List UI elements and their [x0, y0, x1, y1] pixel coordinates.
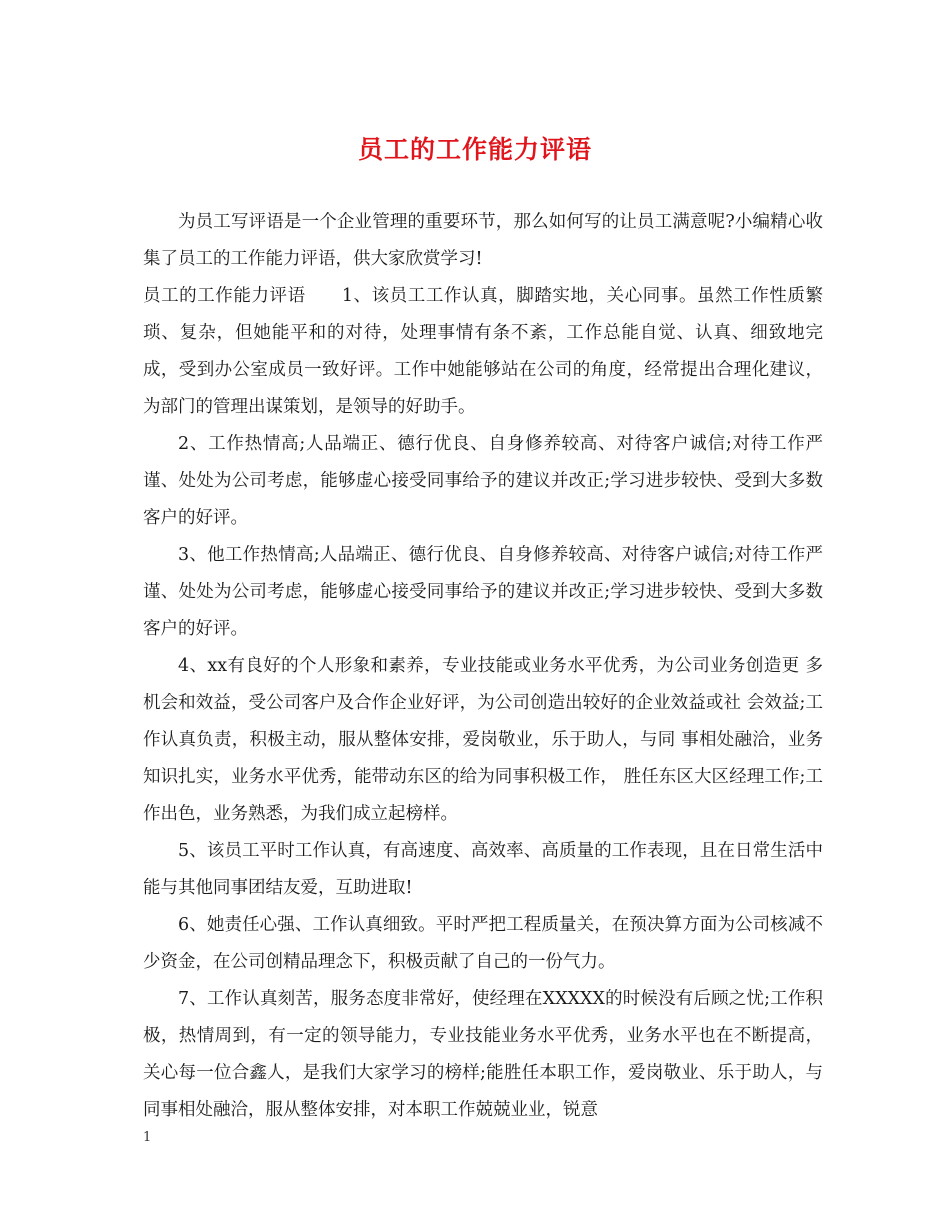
paragraph-5: 5、该员工平时工作认真，有高速度、高效率、高质量的工作表现，且在日常生活中能与其他同事团结友爱，互助进取! — [143, 841, 823, 898]
paragraph-1: 员工的工作能力评语 1、该员工工作认真，脚踏实地，关心同事。虽然工作性质繁琐、复杂，但她能平和的对待，处理事情有条不紊，工作总能自觉、认真、细致地完成，受到办公室成员一致好评。工作中她能够站在公司的角度，经常提出合理化建议，为部门的管理出谋策划，是领导的好助手。 — [143, 286, 823, 417]
paragraph-6: 6、她责任心强、工作认真细致。平时严把工程质量关，在预决算方面为公司核减不少资金，在公司创精品理念下，积极贡献了自己的一份气力。 — [143, 915, 823, 972]
paragraph-intro: 为员工写评语是一个企业管理的重要环节，那么如何写的让员工满意呢?小编精心收集了员工的工作能力评语，供大家欣赏学习! — [143, 212, 823, 269]
page-number: 1 — [143, 1130, 152, 1145]
paragraph-4: 4、xx有良好的个人形象和素养，专业技能或业务水平优秀，为公司业务创造更 多机会和效益，受公司客户及合作企业好评，为公司创造出较好的企业效益或社 会效益;工作认真负责，积极主动，服从整体安排，爱岗敬业，乐于助人，与同 事相处融洽，业务知识扎实，业务水平优秀，能带动东区的给为同事积极工作， 胜任东区大区经理工作;工作出色，业务熟悉，为我们成立起榜样。 — [143, 656, 823, 824]
paragraph-7: 7、工作认真刻苦，服务态度非常好，使经理在XXXXX的时候没有后顾之忧;工作积极，热情周到，有一定的领导能力，专业技能业务水平优秀，业务水平也在不断提高，关心每一位合鑫人，是我们大家学习的榜样;能胜任本职工作，爱岗敬业、乐于助人，与同事相处融洽，服从整体安排，对本职工作兢兢业业，锐意 — [143, 989, 823, 1120]
document-body — [143, 204, 823, 1129]
document-title: 员工的工作能力评语 — [357, 135, 592, 164]
paragraph-2: 2、工作热情高;人品端正、德行优良、自身修养较高、对待客户诚信;对待工作严谨、处处为公司考虑，能够虚心接受同事给予的建议并改正;学习进步较快、受到大多数客户的好评。 — [143, 434, 823, 528]
paragraph-3: 3、他工作热情高;人品端正、德行优良、自身修养较高、对待客户诚信;对待工作严谨、处处为公司考虑，能够虚心接受同事给予的建议并改正;学习进步较快、受到大多数客户的好评。 — [143, 545, 823, 639]
